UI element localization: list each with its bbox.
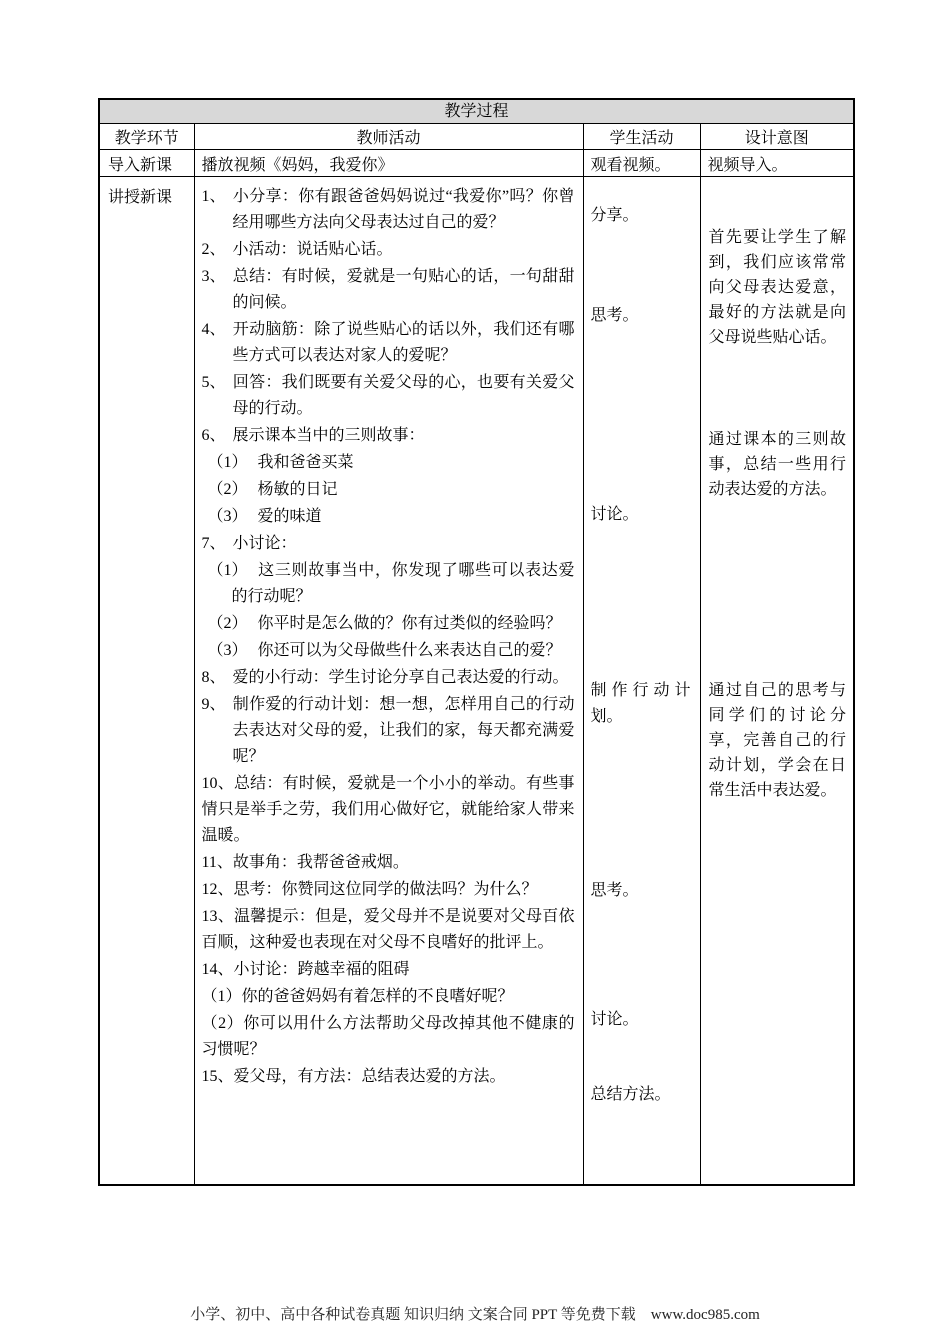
item-marker: （2） [207,615,248,632]
design-intent-paragraph: 通过课本的三则故事，总结一些用行动表达爱的方法。 [708,431,847,498]
item-text: 13、温馨提示：但是，爱父母并不是说要对父母百依百顺，这种爱也表现在对父母不良嗜好的批评上。 [201,908,575,951]
item-marker: （1） [207,454,248,471]
student-activity: 思考。 [590,307,639,324]
item-marker: （1） [207,562,248,579]
item-text: 制作爱的行动计划：想一想，怎样用自己的行动去表达对父母的爱，让我们的家，每天都充满爱呢？ [232,696,575,765]
item-text: 10、总结：有时候，爱就是一个小小的举动。有些事情只是举手之劳，我们用心做好它，就能给家人带来温暖。 [201,775,575,844]
item-text: 小活动：说话贴心话。 [232,241,393,258]
teaching-process-table [98,98,855,1186]
item-text: 这三则故事当中，你发现了哪些可以表达爱的行动呢？ [231,562,575,605]
teacher-activities-cell [194,177,583,1185]
intro-teacher: 播放视频《妈妈，我爱你》 [194,150,583,177]
design-intent-paragraph: 首先要让学生了解到，我们应该常常向父母表达爱意，最好的方法就是向父母说些贴心话。 [708,229,847,346]
column-header-student: 学生活动 [583,124,700,150]
item-text: （2）你可以用什么方法帮助父母改掉其他不健康的习惯呢？ [201,1015,575,1058]
item-text: 我和爸爸买菜 [257,454,354,471]
footer-watermark: 小学、初中、高中各种试卷真题 知识归纳 文案合同 PPT 等免费下载 www.doc985.com [190,1307,760,1323]
item-marker: 9、 [201,696,226,713]
teacher-activity-item [202,558,575,610]
item-marker: （3） [207,508,248,525]
teacher-activity-item [202,531,575,557]
teacher-activity-item [202,692,575,770]
item-text: 15、爱父母，有方法：总结表达爱的方法。 [201,1068,506,1085]
intro-student: 观看视频。 [583,150,700,177]
item-text: 回答：我们既要有关爱父母的心，也要有关爱父母的行动。 [232,374,575,417]
teacher-activity-item [202,904,575,956]
item-marker: 7、 [201,535,226,552]
item-marker: （3） [207,642,248,659]
teacher-activity-item [202,264,575,316]
item-text: 14、小讨论：跨越幸福的阻碍 [201,961,410,978]
column-header-stage: 教学环节 [99,124,194,150]
design-intent-paragraph: 通过自己的思考与同学们的讨论分享，完善自己的行动计划，学会在日常生活中表达爱。 [708,682,847,799]
teacher-activity-item [202,877,575,903]
intro-lesson-row [99,150,854,177]
main-lesson-row [99,177,854,1185]
item-text: 11、故事角：我帮爸爸戒烟。 [201,854,409,871]
student-activity: 分享。 [590,207,639,224]
table-title: 教学过程 [99,99,854,124]
teacher-activity-item [202,477,575,503]
teacher-activity-item [202,611,575,637]
teacher-activity-item [202,850,575,876]
teacher-activity-item [202,771,575,849]
item-text: 小讨论： [232,535,297,552]
teacher-activity-item [202,237,575,263]
item-text: 小分享：你有跟爸爸妈妈说过“我爱你”吗？你曾经用哪些方法向父母表达过自己的爱？ [232,188,575,231]
student-activity: 讨论。 [590,1011,639,1028]
item-marker: 5、 [201,374,226,391]
item-text: 爱的小行动：学生讨论分享自己表达爱的行动。 [232,669,569,686]
teacher-activity-item [202,1011,575,1063]
teacher-activity-item [202,370,575,422]
student-activity: 讨论。 [590,506,639,523]
column-header-teacher: 教师活动 [194,124,583,150]
teacher-activity-item [202,450,575,476]
item-text: 你平时是怎么做的？你有过类似的经验吗？ [257,615,562,632]
student-activity: 制作行动计划。 [590,682,691,725]
item-marker: 2、 [201,241,226,258]
item-text: 开动脑筋：除了说些贴心的话以外，我们还有哪些方式可以表达对家人的爱呢？ [232,321,575,364]
intro-stage: 导入新课 [99,150,194,177]
item-text: 总结：有时候，爱就是一句贴心的话，一句甜甜的问候。 [232,268,575,311]
table-header-row [99,124,854,150]
teacher-activity-item [202,984,575,1010]
item-text: 展示课本当中的三则故事： [232,427,425,444]
design-intent-cell [700,177,854,1185]
teacher-activity-item [202,1064,575,1090]
item-marker: 1、 [201,188,226,205]
item-marker: 8、 [201,669,226,686]
column-header-intent: 设计意图 [700,124,854,150]
student-activity: 总结方法。 [590,1086,671,1103]
teacher-activity-item [202,638,575,664]
item-marker: 3、 [201,268,226,285]
item-marker: （2） [207,481,248,498]
item-text: 你还可以为父母做些什么来表达自己的爱？ [257,642,562,659]
intro-intent: 视频导入。 [700,150,854,177]
item-text: 12、思考：你赞同这位同学的做法吗？为什么？ [201,881,538,898]
student-activities-cell [583,177,700,1185]
teacher-activity-item [202,504,575,530]
item-marker: 6、 [201,427,226,444]
main-stage: 讲授新课 [99,177,194,1185]
teacher-activity-item [202,184,575,236]
teacher-activity-item [202,317,575,369]
teacher-activity-item [202,423,575,449]
item-marker: 4、 [201,321,226,338]
teacher-activity-item [202,957,575,983]
item-text: （1）你的爸爸妈妈有着怎样的不良嗜好呢？ [201,988,514,1005]
item-text: 爱的味道 [257,508,322,525]
item-text: 杨敏的日记 [257,481,338,498]
teacher-activity-item [202,665,575,691]
table-title-row [99,99,854,124]
student-activity: 思考。 [590,882,639,899]
